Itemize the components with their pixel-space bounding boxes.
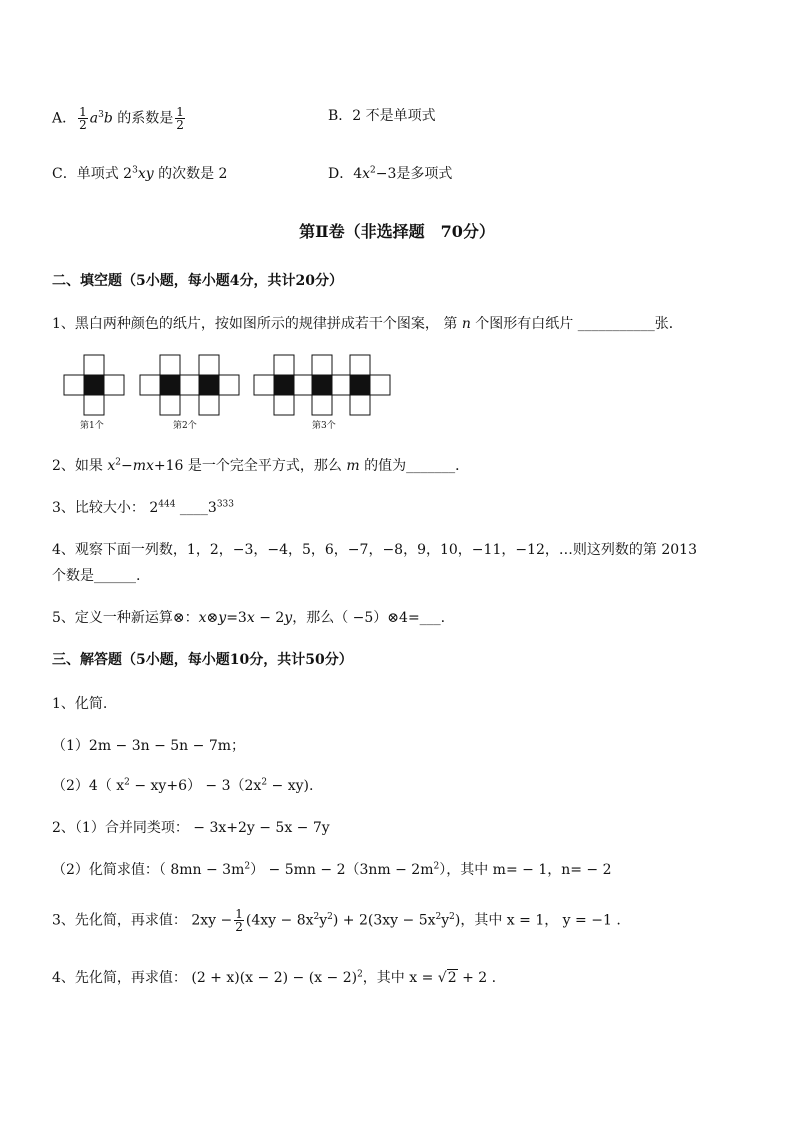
white-tile (64, 375, 84, 395)
figure-caption-3: 第3个 (312, 421, 336, 431)
question-3-2-part2: （2）化简求值：（ $8mn - 3m^2) - 5mn - 2(3nm - 2m^2)$，其中 m= − 1，n= − 2 (52, 861, 612, 878)
question-3-2-part1: 2、（1）合并同类项： − 3x+2y − 5x − 7y (52, 820, 330, 836)
choice-c: C．单项式 $2^3xy$ 的次数是 2 (52, 165, 228, 182)
choice-d: D．$4x^2-3$是多项式 (328, 165, 453, 182)
white-tile (180, 375, 199, 395)
white-tile (199, 395, 219, 415)
white-tile (199, 355, 219, 375)
white-tile (274, 395, 294, 415)
question-3-4: 4、先化简，再求值： $(2 + x)(x - 2) - (x - 2)^2$，其中 x = √2 + 2 . (52, 969, 497, 986)
black-tile (350, 375, 370, 395)
fraction: $\frac{1}{2}$ (235, 907, 243, 934)
choice-a: A． $\frac{1}{2}$ $a^3b$ 的系数是 $\frac{1}{2}$ (52, 105, 184, 132)
white-tile (140, 375, 160, 395)
question-3-1-part2: （2）4（ $x^2 - xy+6) - 3(2x^2 - xy)$. (52, 777, 314, 794)
question-2-4-line2: 个数是______. (52, 568, 141, 584)
choice-b: B．2 不是单项式 (328, 108, 436, 124)
white-tile (332, 375, 350, 395)
white-tile (350, 395, 370, 415)
black-tile (199, 375, 219, 395)
fraction: $\frac{1}{2}$ (79, 105, 87, 132)
square-root: √2 (437, 970, 457, 986)
question-3-1-part1: （1）2m − 3n − 5n − 7m； (52, 738, 246, 754)
white-tile (294, 375, 312, 395)
black-tile (274, 375, 294, 395)
section3-heading: 三、解答题（5小题，每小题10分，共计50分） (52, 652, 353, 668)
white-tile (104, 375, 124, 395)
tile-pattern-figure (62, 354, 402, 418)
question-2-2: 2、如果 $x^2-mx+16$ 是一个完全平方式，那么 m 的值为_______． (52, 457, 470, 474)
white-tile (274, 355, 294, 375)
question-2-1: 1、黑白两种颜色的纸片，按如图所示的规律拼成若干个图案， 第 n 个图形有白纸片 ___________张． (52, 316, 683, 332)
white-tile (160, 395, 180, 415)
section2-heading: 二、填空题（5小题，每小题4分，共计20分） (52, 273, 343, 289)
white-tile (312, 395, 332, 415)
white-tile (84, 355, 104, 375)
figure-caption-2: 第2个 (173, 421, 197, 431)
question-3-1: 1、化简. (52, 696, 108, 712)
white-tile (84, 395, 104, 415)
black-tile (84, 375, 104, 395)
white-tile (219, 375, 239, 395)
figure-caption-1: 第1个 (80, 421, 104, 431)
black-tile (160, 375, 180, 395)
black-tile (312, 375, 332, 395)
question-3-3: 3、先化简，再求值： 2xy − $\frac{1}{2}$ $(4xy - 8x^2y^2) + 2(3xy - 5x^2y^2)$，其中 x = 1， y = −1 . (52, 907, 621, 934)
white-tile (350, 355, 370, 375)
fraction: $\frac{1}{2}$ (176, 105, 184, 132)
question-2-5: 5、定义一种新运算⊗：x⊗y=3x − 2y，那么（ −5）⊗4=___. (52, 610, 446, 626)
white-tile (312, 355, 332, 375)
question-2-4-line1: 4、观察下面一列数，1，2，−3，−4，5，6，−7，−8，9，10，−11，−12，…则这列数的第 2013 (52, 542, 697, 558)
white-tile (160, 355, 180, 375)
white-tile (370, 375, 390, 395)
question-2-3: 3、比较大小： $2^{444}$ $\_\_\_\_3^{333}$ (52, 499, 234, 516)
part2-title: 第Ⅱ卷（非选择题 70分） (299, 222, 495, 241)
white-tile (254, 375, 274, 395)
